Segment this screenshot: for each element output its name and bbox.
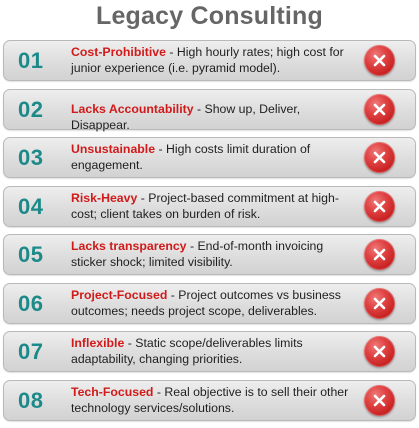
item-keyword: Project-Focused [71, 287, 168, 302]
item-description [71, 335, 356, 367]
item-number: 06 [18, 290, 44, 316]
item-text: - High costs limit duration of engagement. [71, 142, 311, 172]
item-description [71, 287, 356, 319]
item-text: - Project-based commitment at high-cost; client takes on burden of risk. [71, 190, 339, 221]
item-text: - Static scope/deliverables limits adaptability, changing priorities. [71, 336, 303, 366]
close-icon [364, 336, 395, 367]
item-number: 07 [18, 339, 44, 364]
item-keyword: Tech-Focused [71, 384, 154, 399]
list-item [3, 283, 416, 324]
item-text: - End-of-month invoicing sticker shock; limited visibility. [71, 239, 324, 269]
item-description [71, 101, 356, 133]
list-item [3, 234, 416, 275]
item-description [71, 141, 356, 173]
item-description [71, 44, 356, 76]
list-item [3, 89, 416, 130]
item-keyword: Unsustainable [71, 142, 156, 156]
close-icon [364, 239, 395, 270]
item-text: - Show up, Deliver, Disappear. [71, 101, 301, 132]
page-title: Legacy Consulting [95, 2, 324, 30]
list-item [3, 186, 416, 227]
item-description [71, 238, 356, 270]
list-item [3, 40, 416, 81]
item-description [71, 190, 356, 222]
item-number: 08 [18, 387, 44, 413]
close-icon [364, 142, 395, 173]
item-keyword: Cost-Prohibitive [71, 45, 166, 59]
item-list [3, 40, 416, 428]
close-icon [364, 191, 395, 222]
item-description [71, 384, 356, 416]
item-keyword: Lacks transparency [71, 239, 187, 253]
item-number: 02 [18, 96, 44, 122]
item-keyword: Lacks Accountability [71, 101, 194, 116]
close-icon [364, 385, 395, 416]
item-text: - Project outcomes vs business outcomes; needs project scope, deliverables. [71, 287, 341, 318]
item-keyword: Inflexible [71, 336, 125, 350]
item-number: 04 [18, 193, 44, 219]
item-text: - High hourly rates; high cost for junior experience (i.e. pyramid model). [71, 45, 344, 75]
list-item [3, 331, 416, 372]
list-item [3, 380, 416, 421]
item-text: - Real objective is to sell their other technology services/solutions. [71, 384, 349, 415]
item-number: 01 [18, 48, 44, 73]
item-number: 03 [18, 145, 44, 170]
item-number: 05 [18, 242, 44, 267]
close-icon [364, 94, 395, 125]
item-keyword: Risk-Heavy [71, 190, 138, 205]
close-icon [364, 45, 395, 76]
list-item [3, 137, 416, 178]
close-icon [364, 288, 395, 319]
